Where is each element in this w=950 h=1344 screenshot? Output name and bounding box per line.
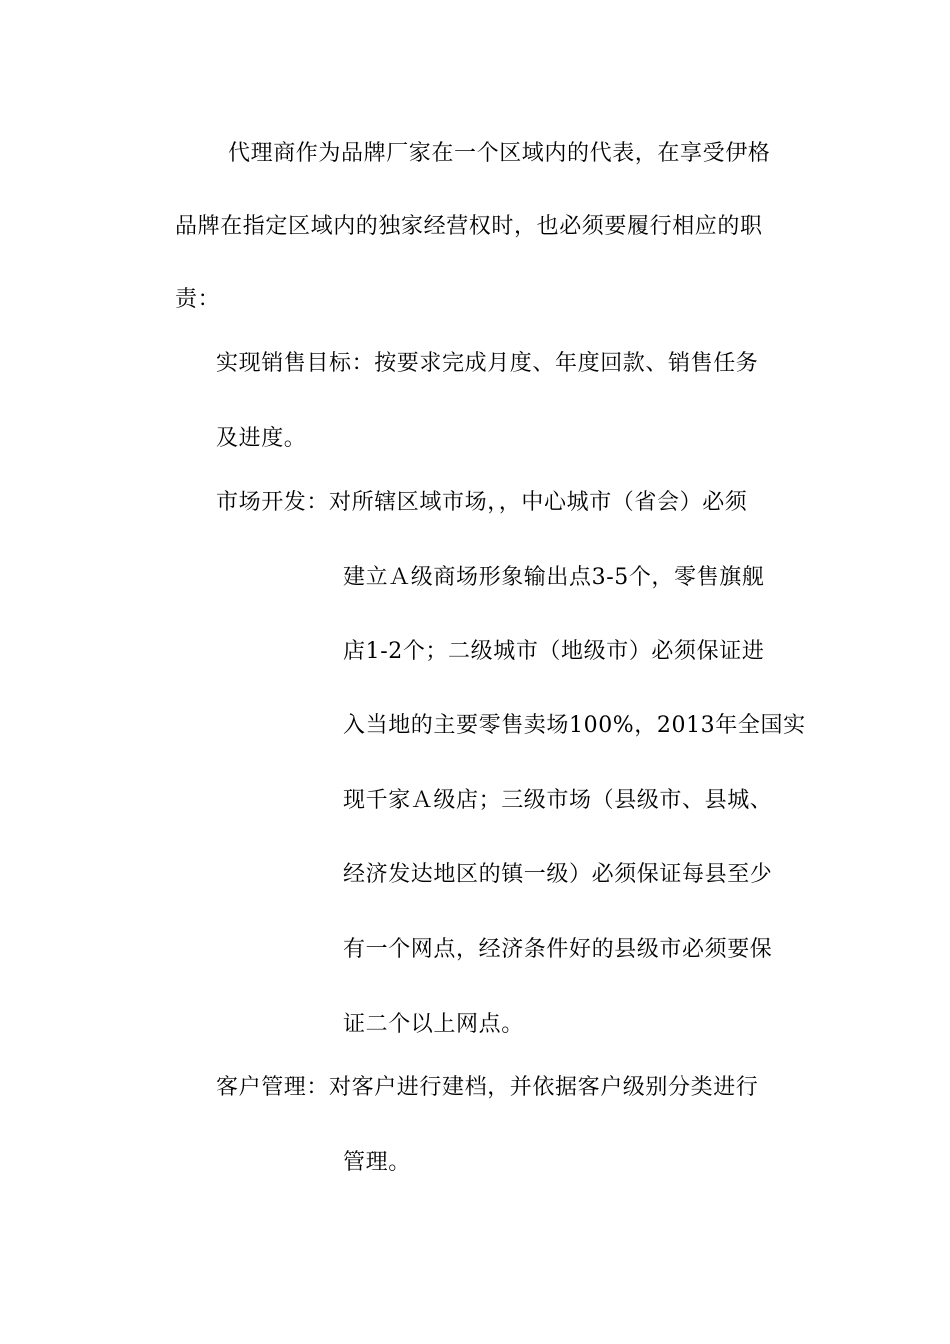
intro-line-1: 代理商作为品牌厂家在一个区域内的代表，在享受伊格 (228, 141, 771, 166)
market-development-line-5: 现千家Ａ级店；三级市场（县级市、县城、 (343, 788, 773, 813)
customer-management-line-1: 客户管理：对客户进行建档，并依据客户级别分类进行 (216, 1075, 759, 1100)
sales-target-line-2: 及进度。 (216, 426, 307, 451)
customer-management-line-2: 管理。 (343, 1150, 411, 1175)
market-development-line-1: 市场开发：对所辖区域市场，，中心城市（省会）必须 (216, 490, 748, 515)
sales-target-line-1: 实现销售目标：按要求完成月度、年度回款、销售任务 (216, 351, 759, 376)
market-development-line-8: 证二个以上网点。 (343, 1012, 524, 1037)
market-development-line-3: 店1-2个；二级城市（地级市）必须保证进 (343, 639, 765, 664)
market-development-line-2: 建立Ａ级商场形象输出点3-5个，零售旗舰 (343, 565, 765, 590)
market-development-line-4: 入当地的主要零售卖场100%，2013年全国实 (343, 713, 806, 738)
intro-line-3: 责： (175, 287, 221, 312)
market-development-line-7: 有一个网点，经济条件好的县级市必须要保 (343, 937, 773, 962)
intro-line-2: 品牌在指定区域内的独家经营权时，也必须要履行相应的职 (175, 214, 763, 239)
market-development-line-6: 经济发达地区的镇一级）必须保证每县至少 (343, 862, 773, 887)
